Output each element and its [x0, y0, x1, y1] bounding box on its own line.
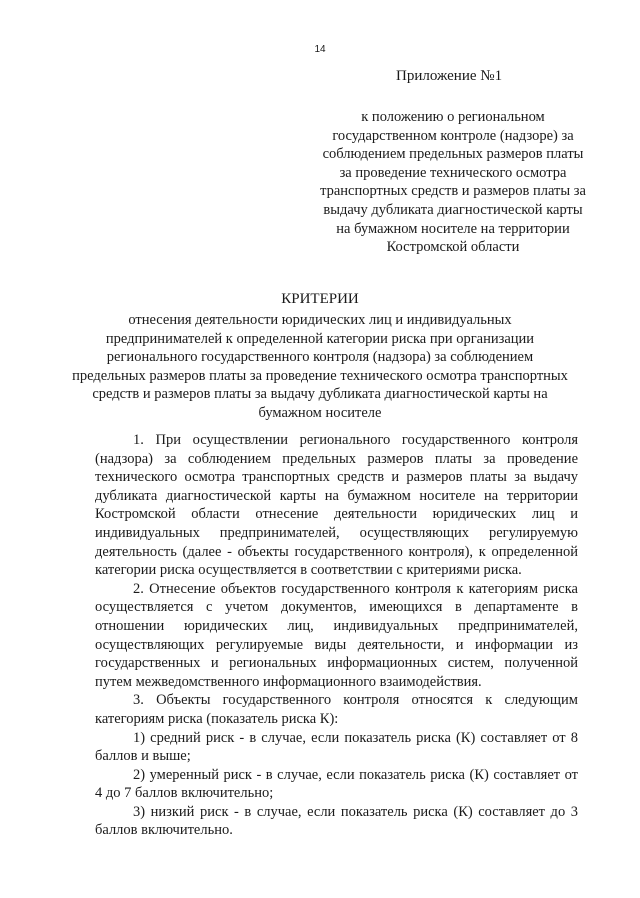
appendix-subtitle: к положению о региональном государственном контроле (надзоре) за соблюдением предельных размеров платы за проведение технического осмотра транспортных средств и размеров платы за выдачу дубликата диагностической карты на бумажном носителе на территории Костромской области	[320, 109, 586, 256]
paragraph-1: 1. При осуществлении регионального государственного контроля (надзора) за соблюдением предельных размеров платы за проведение технического осмотра транспортных средств и размеров платы за выдачу дубликата диагностической карты на бумажном носителе на территории Костромской области отнесение деятельности юридических лиц и индивидуальных предпринимателей, осуществляющих регулируемую деятельность (далее - объекты государственного контроля), к определенной категории риска осуществляется в соответствии с критериями риска.	[95, 432, 578, 579]
page-number: 14	[314, 44, 326, 55]
criteria-subtitle: отнесения деятельности юридических лиц и индивидуальных предпринимателей к определенной категории риска при организации регионального государственного контроля (надзора) за соблюдением предельных размеров платы за проведение технического осмотра транспортных средств и размеров платы за выдачу дубликата диагностической карты на бумажном носителе	[72, 312, 568, 421]
criteria-heading: КРИТЕРИИ	[281, 291, 359, 307]
appendix-title: Приложение №1	[396, 68, 503, 84]
document-body	[95, 431, 578, 840]
risk-item-low: 3) низкий риск - в случае, если показатель риска (К) составляет до 3 баллов включительно.	[95, 803, 578, 839]
risk-item-moderate: 2) умеренный риск - в случае, если показатель риска (К) составляет от 4 до 7 баллов включительно;	[95, 766, 578, 802]
risk-item-medium: 1) средний риск - в случае, если показатель риска (К) составляет от 8 баллов и выше;	[95, 729, 578, 765]
paragraph-2: 2. Отнесение объектов государственного контроля к категориям риска осуществляется с учетом документов, имеющихся в департаменте в отношении юридических лиц, индивидуальных предпринимателей, осуществляющих регулируемые виды деятельности, и информации из государственных и региональных информационных систем, полученной путем межведомственного информационного взаимодействия.	[95, 580, 578, 690]
paragraph-3: 3. Объекты государственного контроля относятся к следующим категориям риска (показатель риска К):	[95, 692, 578, 727]
